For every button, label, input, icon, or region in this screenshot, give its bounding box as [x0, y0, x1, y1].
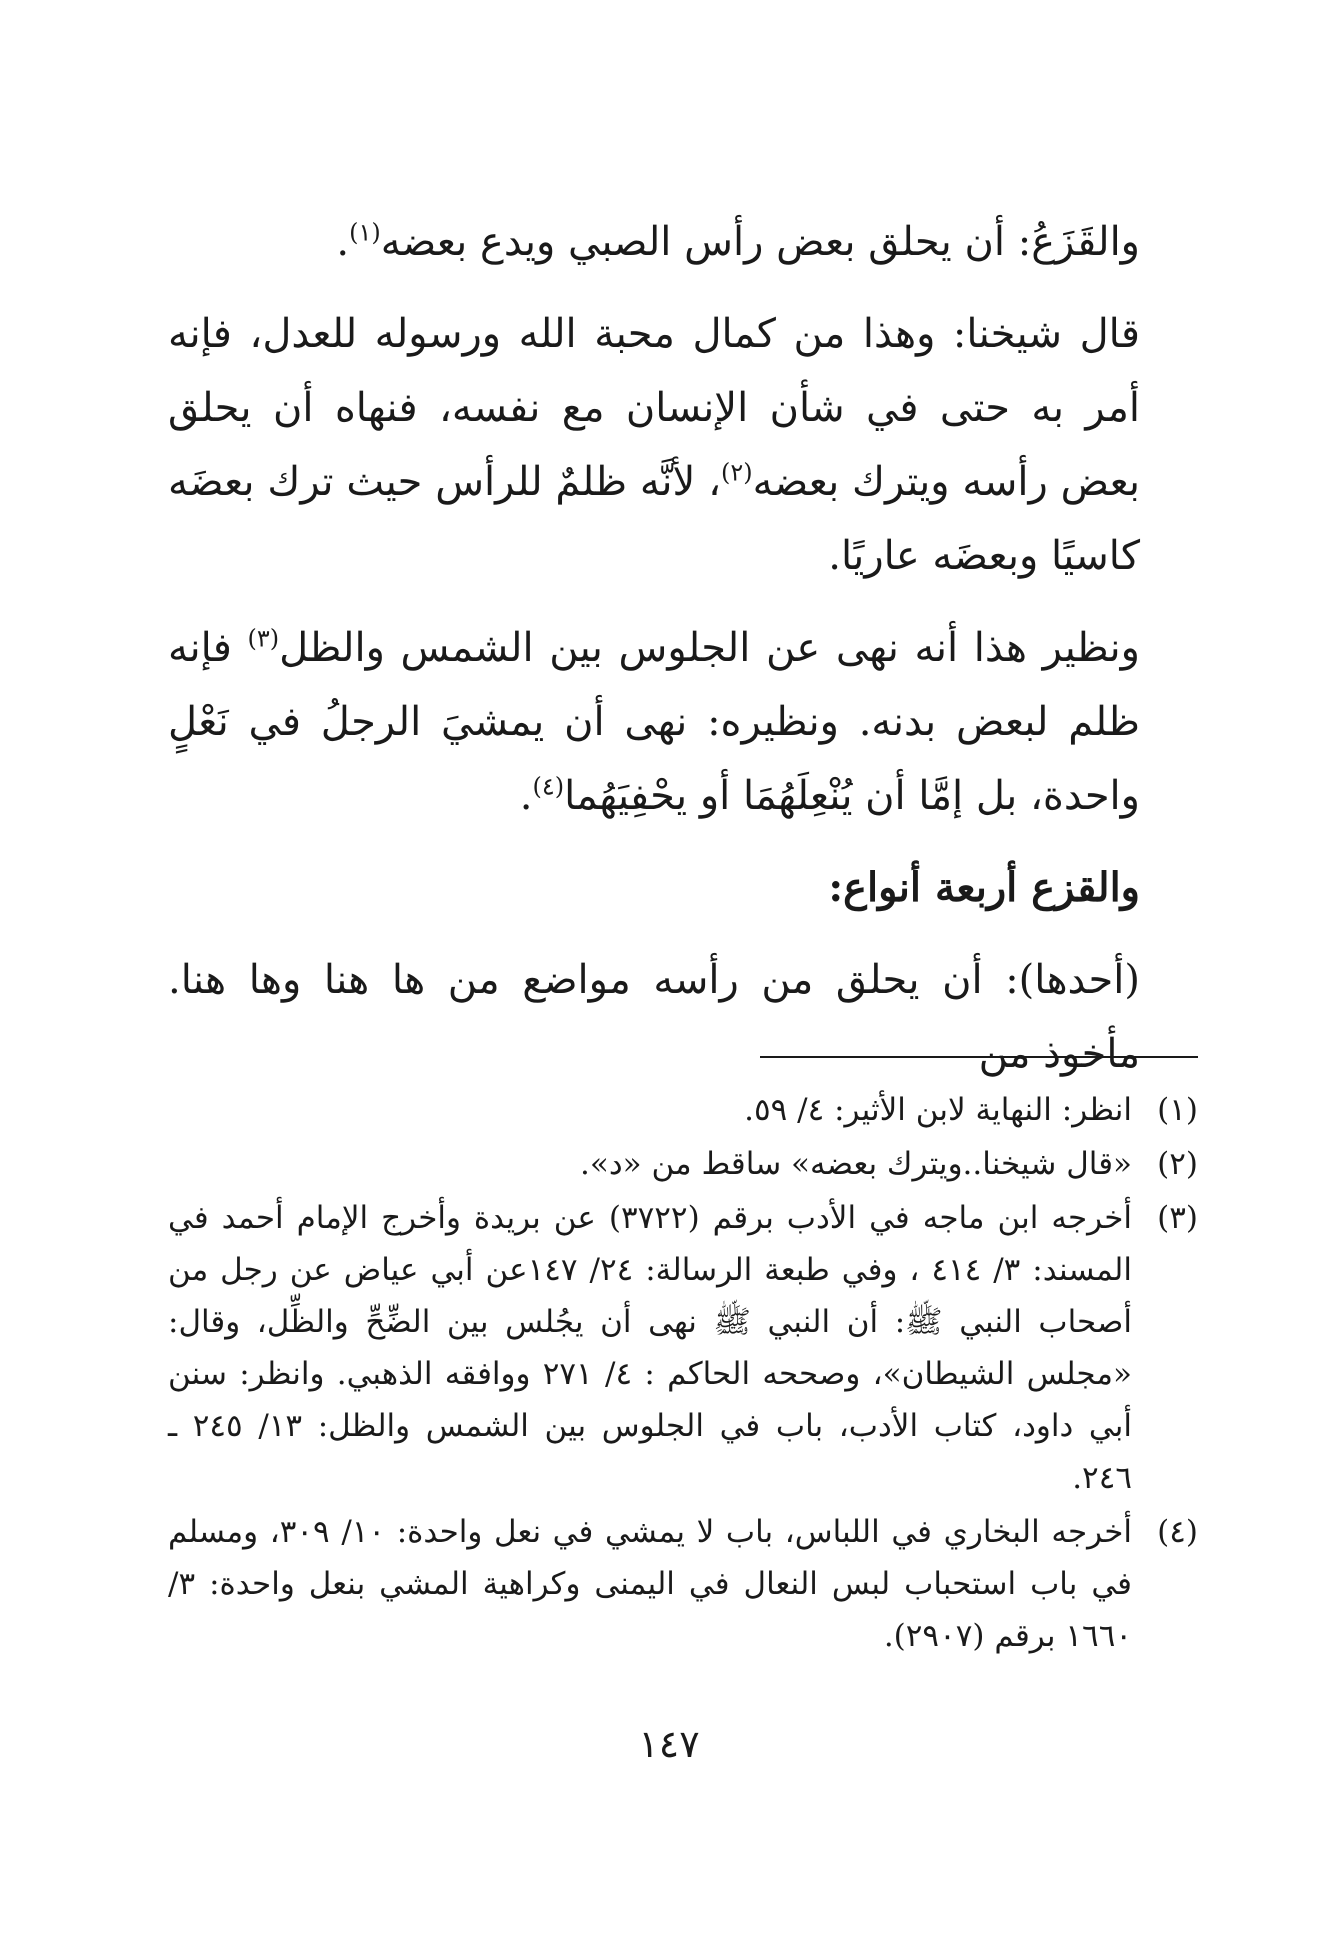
- footnote-number: (٤): [1157, 1514, 1198, 1550]
- footnote-ref-2: (٢): [721, 458, 753, 487]
- footnote-text: أخرجه ابن ماجه في الأدب برقم (٣٧٢٢) عن بريدة وأخرج الإمام أحمد في المسند: ٣/ ٤١٤ ، وفي طبعة الرسالة: ٢٤/ ١٤٧عن أبي عياض عن رجل من أصحاب النبي ﷺ: أن النبي ﷺ نهى أن يجُلس بين الضِّحِّ والظِّل، وقال: «مجلس الشيطان»، وصححه الحاكم : ٤/ ٢٧١ ووافقه الذهبي. وانظر: سنن أبي داود، كتاب الأدب، باب في الجلوس بين الشمس والظل: ١٣/ ٢٤٥ ـ ٢٤٦.: [168, 1200, 1132, 1496]
- paragraph-3-tail-2: .: [519, 773, 533, 819]
- footnote-number: (٣): [1157, 1200, 1198, 1236]
- footnote-1: [168, 1084, 1198, 1136]
- paragraph-3-text: ونظير هذا أنه نهى عن الجلوس بين الشمس والظل: [279, 625, 1140, 671]
- paragraph-2-text: قال شيخنا: وهذا من كمال محبة الله ورسوله للعدل، فإنه أمر به حتى في شأن الإنسان مع نفسه، فنهاه أن يحلق بعض رأسه ويترك بعضه: [168, 311, 1141, 505]
- footnote-number: (١): [1157, 1092, 1198, 1128]
- footnote-text: «قال شيخنا..ويترك بعضه» ساقط من «د».: [580, 1146, 1132, 1182]
- footnote-2: [168, 1138, 1198, 1190]
- main-text-body: [168, 205, 1140, 1109]
- paragraph-3-tail: فإنه ظلم لبعض بدنه. ونظيره: نهى أن يمشيَ الرجلُ في نَعْلٍ واحدة، بل إمَّا أن يُنْعِلَهُمَا أو يحْفِيَهُما: [168, 625, 1140, 819]
- paragraph-4: (أحدها): أن يحلق من رأسه مواضع من ها هنا وها هنا. مأخوذ من: [168, 957, 1141, 1077]
- paragraph-1-text: والقَزَعُ: أن يحلق بعض رأس الصبي ويدع بعضه: [380, 219, 1140, 265]
- footnote-text: أخرجه البخاري في اللباس، باب لا يمشي في نعل واحدة: ١٠/ ٣٠٩، ومسلم في باب استحباب لبس النعال في اليمنى وكراهية المشي بنعل واحدة: ٣/ ١٦٦٠ برقم (٢٩٠٧).: [168, 1514, 1132, 1654]
- footnotes-section: [168, 1084, 1198, 1664]
- paragraph-2: [168, 297, 1140, 593]
- page-number: ١٤٧: [638, 1722, 700, 1766]
- footnote-4: [168, 1506, 1198, 1662]
- footnote-text: انظر: النهاية لابن الأثير: ٤/ ٥٩.: [744, 1092, 1132, 1128]
- footnote-divider: [760, 1056, 1198, 1058]
- footnote-3: [168, 1192, 1198, 1504]
- paragraph-1: [168, 205, 1140, 279]
- paragraph-1-tail: .: [336, 219, 350, 265]
- footnote-ref-4: (٤): [532, 772, 565, 801]
- footnote-ref-3: (٣): [247, 624, 280, 653]
- paragraph-3: [168, 611, 1140, 833]
- footnote-number: (٢): [1157, 1146, 1198, 1182]
- footnote-ref-1: (١): [349, 218, 381, 247]
- paragraph-2-tail: ، لأنَّه ظلمٌ للرأس حيث ترك بعضَه كاسيًا وبعضَه عاريًا.: [168, 459, 1140, 579]
- section-heading: والقزع أربعة أنواع:: [828, 864, 1140, 911]
